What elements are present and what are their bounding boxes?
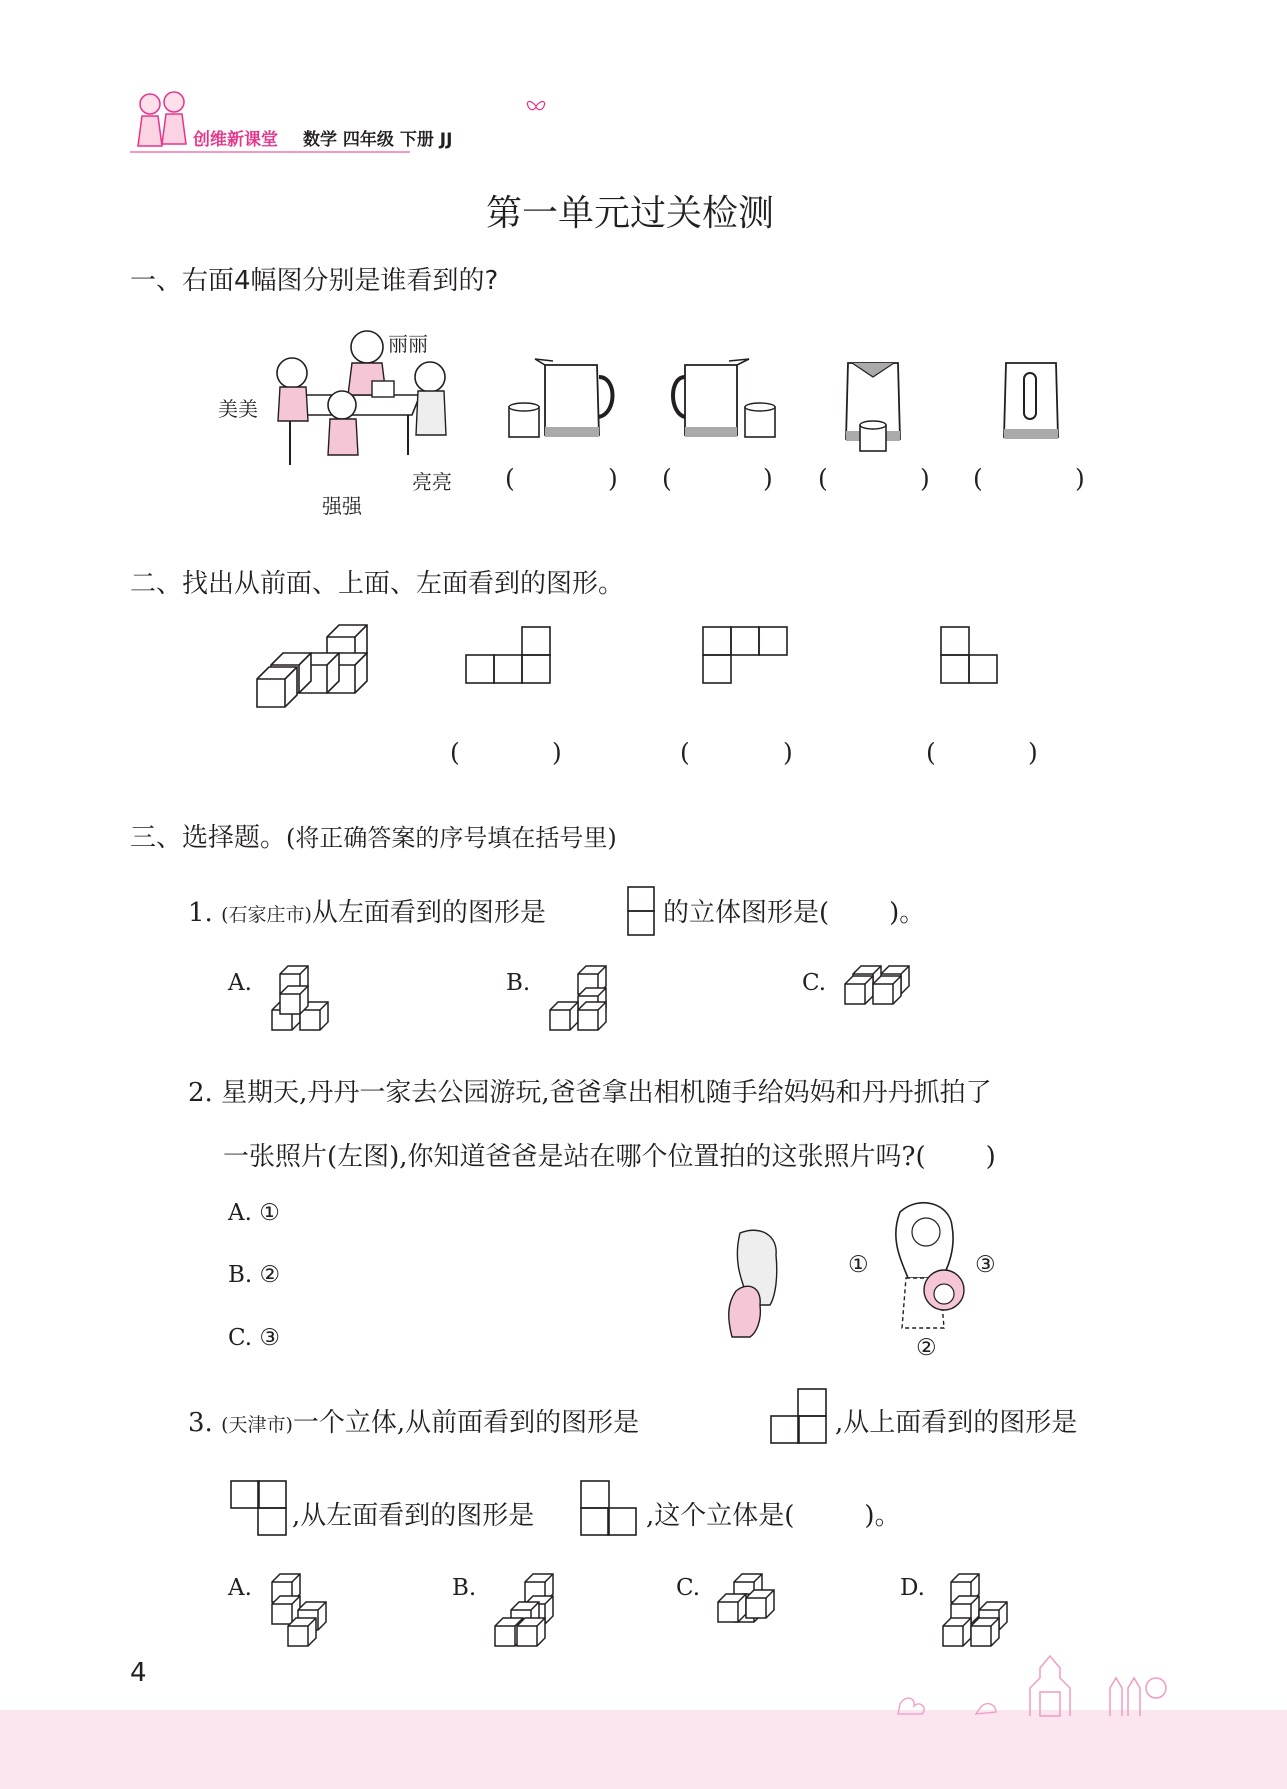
question-3-text-a: 一个立体,从前面看到的图形是	[292, 1408, 640, 1438]
page-number: 4	[130, 1658, 147, 1688]
question-2-line-1	[188, 1072, 992, 1109]
book-info	[303, 125, 452, 150]
question-3-option-a-figure[interactable]	[272, 1574, 340, 1650]
question-1-left-view-shape	[627, 886, 657, 938]
question-2-option-a[interactable]: A. ①	[228, 1200, 280, 1226]
question-3-text-c: ,从左面看到的图形是	[292, 1501, 535, 1531]
question-3-front-view-shape	[770, 1388, 830, 1446]
page-title: 第一单元过关检测	[485, 193, 774, 234]
question-1-option-c-label[interactable]: C.	[802, 970, 827, 996]
view-shape-2	[702, 625, 792, 687]
question-2-text-1: 星期天,丹丹一家去公园游玩,爸爸拿出相机随手给妈妈和丹丹抓拍了	[221, 1078, 992, 1108]
volume: 下册	[399, 130, 434, 150]
view-answer-2-close[interactable]: )	[783, 738, 793, 767]
question-1-line	[188, 892, 546, 929]
position-marker-3: ③	[975, 1252, 996, 1278]
cube-solid-figure	[257, 625, 372, 707]
question-2-option-c[interactable]: C. ③	[228, 1325, 281, 1351]
question-1-option-a-figure[interactable]	[272, 966, 338, 1038]
grade: 四年级	[342, 130, 394, 150]
photo-side-view-illustration	[720, 1225, 790, 1345]
question-1-text-c: )。	[889, 898, 926, 928]
question-1-option-b-figure[interactable]	[550, 966, 616, 1038]
position-marker-2: ②	[916, 1335, 937, 1361]
answer-blank-2-open[interactable]: (	[662, 464, 672, 493]
answer-blank-1-close[interactable]: )	[608, 464, 618, 493]
question-3-source: (天津市)	[221, 1414, 293, 1436]
question-3-option-a-label[interactable]: A.	[228, 1575, 252, 1601]
question-3-text-d: ,这个立体是(	[646, 1501, 795, 1531]
mother-daughter-illustration	[880, 1198, 980, 1338]
question-1-option-c-figure[interactable]	[845, 966, 917, 1014]
view-answer-3-open[interactable]: (	[926, 738, 936, 767]
question-1-option-a-label[interactable]: A.	[228, 970, 252, 996]
question-3-left-view-shape	[580, 1480, 640, 1538]
question-1-text-a: 从左面看到的图形是	[311, 898, 546, 928]
footer-castle-decoration	[880, 1648, 1170, 1718]
kettle-view-1	[505, 355, 625, 447]
kettle-view-2	[663, 355, 783, 447]
answer-blank-1-open[interactable]: (	[505, 464, 515, 493]
question-2-text-2-end: )	[985, 1142, 996, 1172]
series-name: 创维新课堂	[193, 130, 278, 150]
question-3-line-2-end	[646, 1495, 901, 1532]
footer-band	[0, 1710, 1287, 1789]
section3-heading: 三、选择题。	[130, 823, 287, 853]
answer-blank-3-open[interactable]: (	[818, 464, 828, 493]
answer-blank-4-open[interactable]: (	[973, 464, 983, 493]
question-3-number: 3.	[188, 1408, 213, 1438]
question-3-text-e: )。	[864, 1501, 901, 1531]
table-scene-illustration	[262, 325, 472, 470]
question-3-text-b: ,从上面看到的图形是	[835, 1408, 1078, 1438]
section1-heading: 一、右面4幅图分别是谁看到的?	[130, 266, 499, 296]
name-meimei: 美美	[218, 397, 258, 421]
question-3-option-c-label[interactable]: C.	[676, 1575, 701, 1601]
name-qiangqiang: 强强	[322, 494, 362, 518]
question-2-text-2: 一张照片(左图),你知道爸爸是站在哪个位置拍的这张照片吗?(	[223, 1142, 926, 1172]
question-1-number: 1.	[188, 898, 213, 928]
view-answer-1-close[interactable]: )	[552, 738, 562, 767]
view-answer-2-open[interactable]: (	[680, 738, 690, 767]
question-1-text-b: 的立体图形是(	[663, 898, 830, 928]
question-3-top-view-shape	[230, 1480, 290, 1538]
answer-blank-4-close[interactable]: )	[1075, 464, 1085, 493]
question-1-line-end	[663, 892, 925, 929]
question-2-option-b[interactable]: B. ②	[228, 1262, 281, 1288]
section2-heading: 二、找出从前面、上面、左面看到的图形。	[130, 569, 625, 599]
question-3-option-b-label[interactable]: B.	[452, 1575, 477, 1601]
question-1-option-b-label[interactable]: B.	[506, 970, 531, 996]
header-underline	[130, 151, 410, 153]
question-3-option-b-figure[interactable]	[495, 1574, 563, 1650]
name-liangliang: 亮亮	[412, 470, 452, 494]
butterfly-icon	[525, 98, 547, 114]
view-shape-1	[465, 625, 555, 685]
answer-blank-3-close[interactable]: )	[920, 464, 930, 493]
question-3-option-d-label[interactable]: D.	[900, 1575, 925, 1601]
position-marker-1: ①	[848, 1252, 869, 1278]
question-3-option-c-figure[interactable]	[718, 1574, 786, 1644]
header-cartoon-kids	[128, 88, 196, 158]
question-1-source: (石家庄市)	[221, 904, 312, 926]
name-lili: 丽丽	[388, 332, 428, 356]
edition: JJ	[439, 130, 453, 150]
kettle-view-4	[998, 355, 1068, 447]
view-answer-1-open[interactable]: (	[450, 738, 460, 767]
answer-blank-2-close[interactable]: )	[763, 464, 773, 493]
kettle-view-3	[838, 355, 918, 455]
question-2-line-2	[223, 1136, 996, 1173]
section3-note: (将正确答案的序号填在括号里)	[286, 824, 617, 852]
view-answer-3-close[interactable]: )	[1028, 738, 1038, 767]
subject: 数学	[303, 130, 337, 150]
question-2-number: 2.	[188, 1078, 213, 1108]
question-3-line-1	[188, 1402, 639, 1439]
section3-heading-row	[130, 817, 617, 854]
question-3-option-d-figure[interactable]	[943, 1574, 1019, 1650]
view-shape-3	[940, 625, 1002, 687]
